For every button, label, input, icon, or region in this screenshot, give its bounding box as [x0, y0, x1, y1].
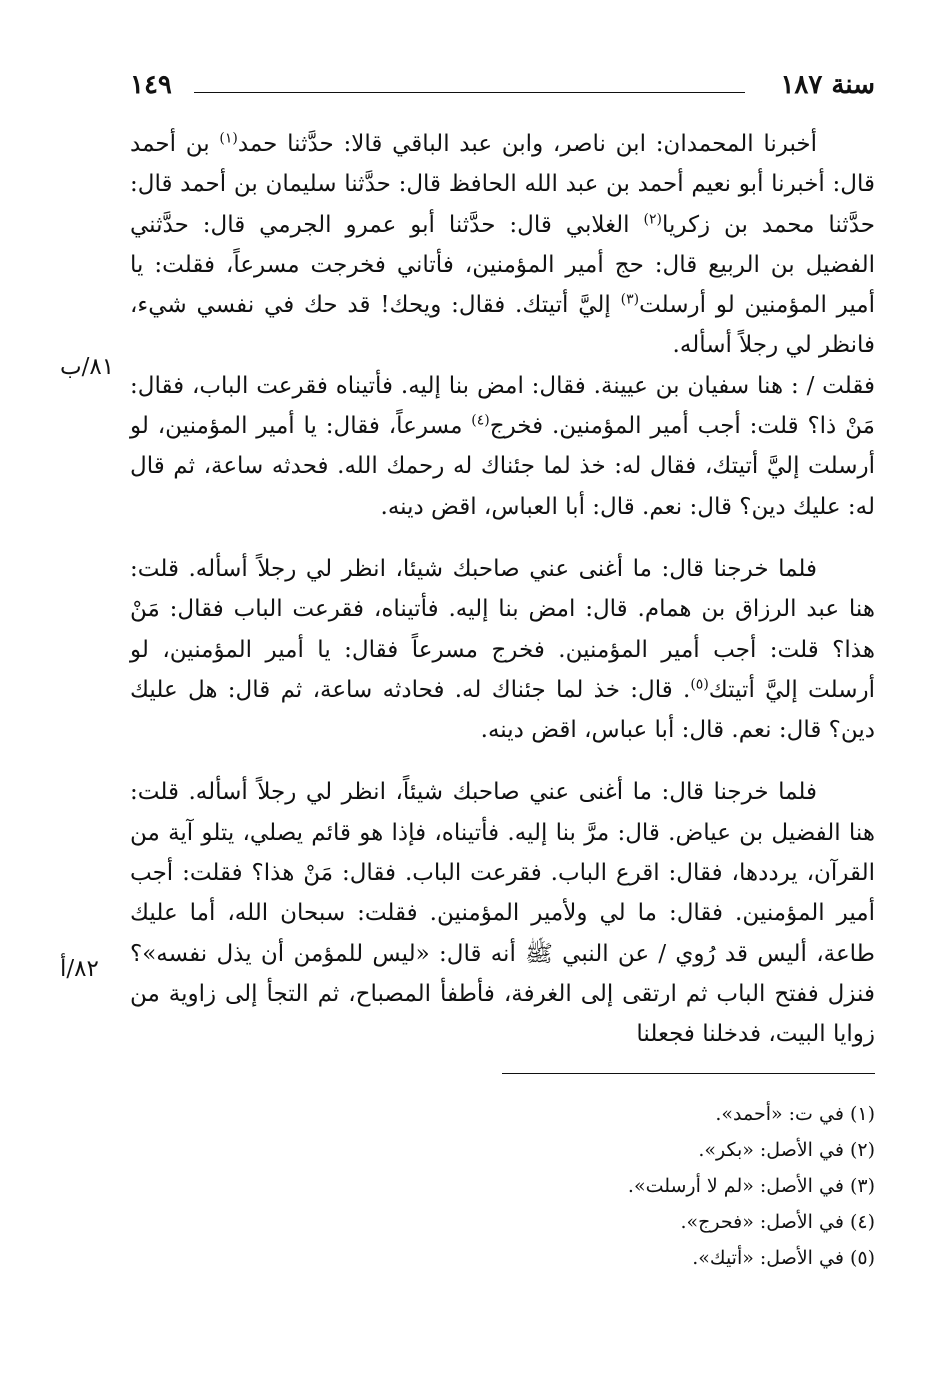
paragraph-1	[130, 124, 875, 366]
page-header	[130, 66, 875, 110]
running-head-year: سنة ١٨٧	[780, 70, 875, 100]
paragraph-text: مسرعاً، فقال: يا أمير المؤمنين، لو أرسلت إليَّ أتيتك، فقال له: خذ لما جئناك له رحمك الله. فحدثه ساعة، ثم قال له: عليك دين؟ قال: نعم. قال: أبا العباس، اقض دينه.	[130, 413, 875, 520]
header-rule	[194, 92, 745, 93]
paragraph-text: بن أحمد قال: أخبرنا أبو نعيم أحمد بن عبد الله الحافظ قال: حدَّثنا سليمان بن أحمد قال: حدَّثنا محمد بن زكريا	[130, 131, 875, 238]
paragraph-text: فلما خرجنا قال: ما أغنى عني صاحبك شيئا، انظر لي رجلاً أسأله. قلت: هنا عبد الرزاق بن همام. قال: امض بنا إليه. فأتيناه، فقرعت الباب فقال: مَنْ هذا؟ قلت: أجب أمير المؤمنين. فخرج مسرعاً فقال: يا أمير المؤمنين، لو أرسلت إليَّ أتيتك	[130, 555, 875, 703]
margin-folio-note: ٨١/ب	[60, 354, 115, 380]
paragraph-4	[130, 772, 875, 1054]
footnote-5: (٥) في الأصل: «أتيك».	[692, 1247, 875, 1269]
margin-folio-note: ٨٢/أ	[60, 956, 99, 982]
paragraph-text: فقلت / : هنا سفيان بن عيينة. فقال: امض بنا إليه. فأتيناه فقرعت الباب، فقال: مَنْ ذا؟ قلت: أجب أمير المؤمنين. فخرج	[130, 372, 875, 440]
paragraph-text: أخبرنا المحمدان: ابن ناصر، وابن عبد الباقي قالا: حدَّثنا حمد	[237, 131, 817, 157]
paragraph-3	[130, 549, 875, 750]
footnote-marker-4: (٤)	[471, 412, 490, 429]
footnote-marker-3: (٣)	[620, 291, 640, 308]
paragraph-text: . قال: خذ لما جئناك له. فحادثه ساعة، ثم قال: هل عليك دين؟ قال: نعم. قال: أبا عباس، اقض دينه.	[130, 676, 875, 744]
paragraph-text: فلما خرجنا قال: ما أغنى عني صاحبك شيئاً، انظر لي رجلاً أسأله. قلت: هنا الفضيل بن عياض. قال: مرَّ بنا إليه. فأتيناه، فإذا هو قائم يصلي، يتلو آية من القرآن، يرددها، فقال: اقرع الباب. فقرعت الباب. فقال: مَنْ هذا؟ فقلت: أجب أمير المؤمنين. فقال: ما لي ولأمير المؤمنين. فقلت: سبحان الله، أما عليك طاعة، أليس قد رُوي / عن النبي ﷺ أنه قال: «ليس للمؤمن أن يذل نفسه»؟ فنزل ففتح الباب ثم ارتقى إلى الغرفة، فأطفأ المصباح، ثم التجأ إلى زاوية من زوايا البيت، فدخلنا فجعلنا	[130, 779, 875, 1048]
footnote-marker-1: (١)	[219, 130, 238, 147]
page-number: ١٤٩	[130, 70, 172, 100]
footnote-marker-5: (٥)	[690, 676, 709, 693]
footnote-3: (٣) في الأصل: «لم لا أرسلت».	[627, 1175, 875, 1197]
footnote-2: (٢) في الأصل: «بكر».	[698, 1139, 875, 1161]
footnote-4: (٤) في الأصل: «فحرج».	[680, 1211, 875, 1233]
paragraph-text: الغلابي قال: حدَّثنا أبو عمرو الجرمي قال: حدَّثني الفضيل بن الربيع قال: حج أمير المؤمنين، فأتاني فخرجت مسرعاً، فقلت: يا أمير المؤمنين لو أرسلت	[130, 211, 875, 319]
footnote-separator	[502, 1073, 875, 1074]
paragraph-2	[130, 366, 875, 527]
paragraph-text: إليَّ أتيتك. فقال: ويحك! قد حك في نفسي شيء، فانظر لي رجلاً أسأله.	[130, 292, 875, 359]
main-text	[130, 124, 875, 1055]
footnote-1: (١) في ت: «أحمد».	[715, 1103, 875, 1125]
footnotes	[130, 1096, 875, 1276]
footnote-marker-2: (٢)	[643, 210, 662, 227]
